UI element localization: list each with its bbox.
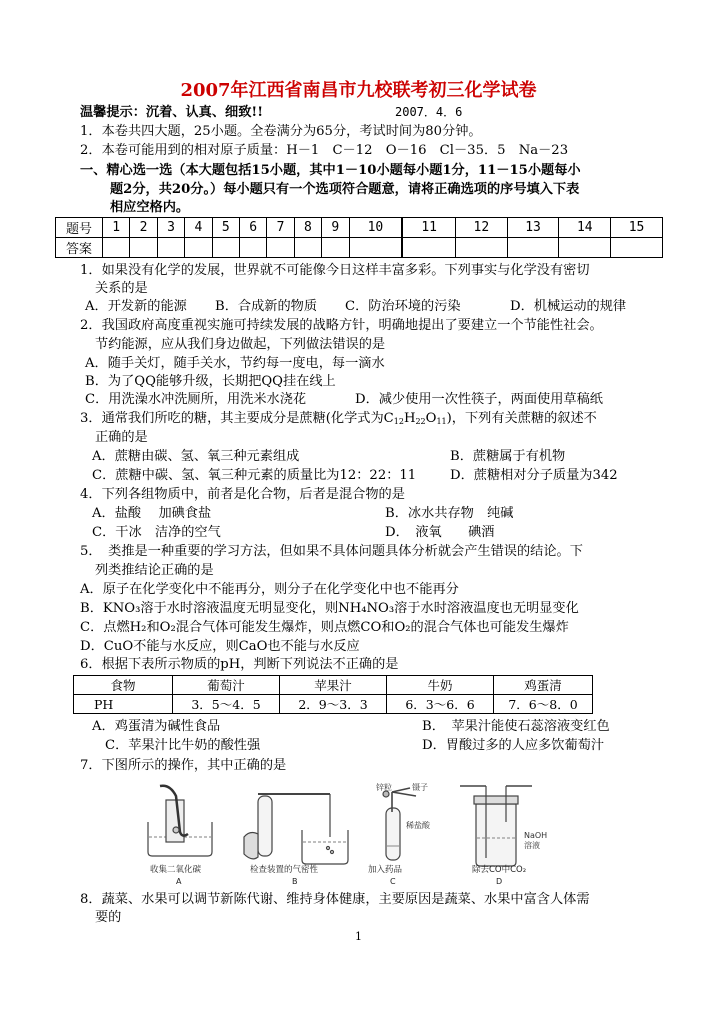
apparatus-a [148, 786, 212, 856]
q2-option-d: D．减少使用一次性筷子，两面使用草稿纸 [355, 392, 603, 407]
answer-number: 13 [507, 218, 559, 238]
q4-stem: 4．下列各组物质中，前者是化合物，后者是混合物的是 [80, 487, 405, 502]
label-tweezers: 镊子 [412, 783, 428, 792]
letter-c: C [390, 877, 396, 886]
caption-d: 除去CO中CO₂ [472, 865, 527, 875]
letter-d: D [496, 877, 503, 886]
section-1-heading-line1: 一、精心选一选（本大题包括15小题，其中1－10小题每小题1分，11－15小题每小 [80, 163, 581, 178]
row-label-number: 题号 [56, 218, 103, 238]
q2-stem-line2: 节约能源，应从我们身边做起，下列做法错误的是 [95, 337, 386, 352]
q5-stem-line2: 列类推结论正确的是 [95, 563, 214, 578]
q6-option-d: D．胃酸过多的人应多饮葡萄汁 [422, 738, 605, 753]
answer-cell[interactable] [349, 238, 402, 258]
section-1-heading-line2: 题2分，共20分。）每小题只有一个选项符合题意，请将正确选项的序号填入下表 [110, 182, 580, 197]
answer-number: 15 [611, 218, 663, 238]
caption-b: 检查装置的气密性 [250, 865, 319, 875]
answer-number: 14 [559, 218, 611, 238]
answer-number: 4 [185, 218, 212, 238]
q1-option-b: B．合成新的物质 [215, 299, 318, 314]
q2-option-a: A．随手关灯，随手关水，节约每一度电，每一滴水 [85, 356, 385, 371]
answer-table-number-row [56, 218, 663, 238]
q3-option-a: A．蔗糖由碳、氢、氧三种元素组成 [92, 449, 300, 464]
label-solution: 溶液 [524, 841, 540, 850]
answer-number: 5 [212, 218, 239, 238]
ph-table-cell: 7．6～8．0 [494, 695, 593, 714]
answer-number: 3 [157, 218, 184, 238]
q1-stem-line1: 1．如果没有化学的发展，世界就不可能像今日这样丰富多彩。下列事实与化学没有密切 [80, 263, 590, 278]
row-label-answer: 答案 [56, 238, 103, 258]
section-1-heading-line3: 相应空格内。 [110, 200, 190, 215]
q6-option-a: A．鸡蛋清为碱性食品 [92, 719, 221, 734]
answer-number: 10 [349, 218, 402, 238]
q3-stem-line2: 正确的是 [95, 430, 148, 445]
answer-cell[interactable] [611, 238, 663, 258]
exam-date: 2007．4．6 [395, 105, 463, 119]
q2-option-c: C．用洗澡水冲洗厕所，用洗米水浇花 [85, 392, 307, 407]
q5-option-b: B．KNO₃溶于水时溶液温度无明显变化，则NH₄NO₃溶于水时溶液温度也无明显变化 [80, 601, 579, 616]
q8-stem-line1: 8．蔬菜、水果可以调节新陈代谢、维持身体健康，主要原因是蔬菜、水果中富含人体需 [80, 892, 590, 907]
label-zinc: 锌粒 [376, 783, 392, 792]
caption-c: 加入药品 [368, 865, 403, 875]
tips-label: 温馨提示：沉着、认真、细致!! [80, 105, 264, 120]
answer-number: 11 [402, 218, 455, 238]
answer-number: 9 [322, 218, 349, 238]
note-2: 2．本卷可能用到的相对原子质量：H－1 C－12 O－16 Cl－35．5 Na－23 [80, 143, 569, 158]
page-number: 1 [355, 930, 362, 943]
answer-number: 12 [456, 218, 508, 238]
q3-option-d: D．蔗糖相对分子质量为342 [450, 468, 618, 483]
ph-table-header: 牛奶 [387, 676, 494, 695]
answer-cell[interactable] [456, 238, 508, 258]
q2-stem-line1: 2．我国政府高度重视实施可持续发展的战略方针，明确地提出了要建立一个节能性社会。 [80, 318, 603, 333]
q3-option-b: B．蔗糖属于有机物 [450, 449, 566, 464]
answer-number: 8 [294, 218, 321, 238]
q4-option-d: D． 液氧 碘酒 [385, 525, 495, 540]
answer-cell[interactable] [294, 238, 321, 258]
answer-cell[interactable] [267, 238, 294, 258]
ph-table-header-row [74, 676, 593, 695]
q7-apparatus-figure [140, 782, 560, 887]
answer-cell[interactable] [402, 238, 455, 258]
q6-option-b: B． 苹果汁能使石蕊溶液变红色 [422, 719, 610, 734]
ph-table-header: 苹果汁 [280, 676, 387, 695]
answer-cell[interactable] [322, 238, 349, 258]
answer-cell[interactable] [103, 238, 130, 258]
ph-table-cell: 2．9～3．3 [280, 695, 387, 714]
ph-table-cell: PH [74, 695, 173, 714]
ph-table-header: 食物 [74, 676, 173, 695]
q5-stem-line1: 5． 类推是一种重要的学习方法，但如果不具体问题具体分析就会产生错误的结论。下 [80, 544, 583, 559]
caption-a: 收集二氧化碳 [150, 865, 202, 875]
apparatus-b [244, 794, 348, 864]
q5-option-d: D．CuO不能与水反应，则CaO也不能与水反应 [80, 639, 360, 654]
q6-option-c: C．苹果汁比牛奶的酸性强 [105, 738, 261, 753]
q5-option-c: C．点燃H₂和O₂混合气体可能发生爆炸，则点燃CO和O₂的混合气体也可能发生爆炸 [80, 620, 569, 635]
answer-cell[interactable] [507, 238, 559, 258]
q3-stem-line1: 3．通常我们所吃的糖，其主要成分是蔗糖(化学式为$C_{12}H_{22}O_{11}$)，下列有关蔗糖的叙述不 [80, 411, 597, 426]
apparatus-diagram [140, 782, 560, 887]
q4-option-a: A．盐酸 加碘食盐 [92, 506, 212, 521]
answer-number: 7 [267, 218, 294, 238]
q1-option-d: D．机械运动的规律 [510, 299, 627, 314]
answer-cell[interactable] [239, 238, 266, 258]
q1-stem-line2: 关系的是 [95, 281, 148, 296]
q8-stem-line2: 要的 [95, 910, 122, 925]
q6-stem: 6．根据下表所示物质的pH，判断下列说法不正确的是 [80, 657, 399, 672]
q3-option-c: C．蔗糖中碳、氢、氧三种元素的质量比为12：22：11 [92, 468, 417, 483]
answer-cell[interactable] [559, 238, 611, 258]
label-acid: 稀盐酸 [406, 821, 430, 830]
ph-table-header: 葡萄汁 [173, 676, 280, 695]
q4-option-c: C．干冰 洁净的空气 [92, 525, 221, 540]
answer-table [55, 217, 663, 258]
answer-number: 2 [130, 218, 157, 238]
ph-table-value-row [74, 695, 593, 714]
q7-stem: 7．下图所示的操作，其中正确的是 [80, 758, 287, 773]
ph-table-header: 鸡蛋清 [494, 676, 593, 695]
q4-option-b: B．冰水共存物 纯碱 [385, 506, 514, 521]
q5-option-a: A．原子在化学变化中不能再分，则分子在化学变化中也不能再分 [80, 582, 459, 597]
q1-option-a: A．开发新的能源 [85, 299, 187, 314]
answer-cell[interactable] [185, 238, 212, 258]
letter-a: A [176, 877, 182, 886]
answer-cell[interactable] [157, 238, 184, 258]
ph-table [73, 675, 593, 714]
letter-b: B [292, 877, 298, 886]
ph-table-cell: 3．5～4．5 [173, 695, 280, 714]
q1-option-c: C．防治环境的污染 [345, 299, 461, 314]
answer-number: 6 [239, 218, 266, 238]
exam-title: 2007年江西省南昌市九校联考初三化学试卷 [180, 80, 537, 101]
label-naoh: NaOH [524, 831, 548, 840]
answer-table-answer-row [56, 238, 663, 258]
answer-cell[interactable] [212, 238, 239, 258]
apparatus-d [460, 786, 532, 866]
answer-cell[interactable] [130, 238, 157, 258]
note-1: 1．本卷共四大题，25小题。全卷满分为65分，考试时间为80分钟。 [80, 124, 482, 139]
answer-number: 1 [103, 218, 130, 238]
q2-option-b: B．为了QQ能够升级，长期把QQ挂在线上 [85, 374, 336, 389]
ph-table-cell: 6．3～6．6 [387, 695, 494, 714]
